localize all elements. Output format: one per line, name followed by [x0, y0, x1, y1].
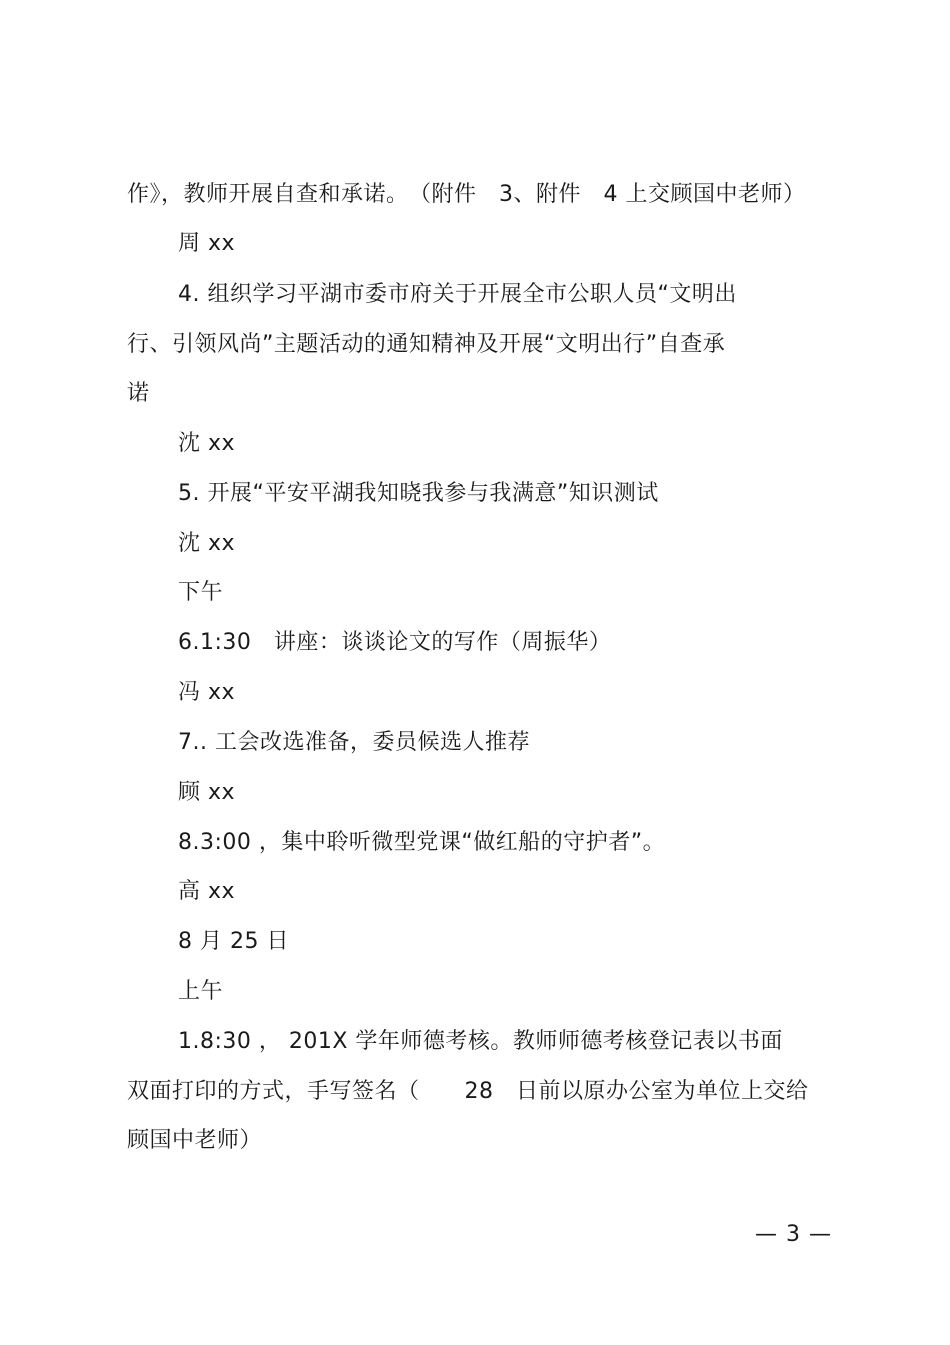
- text-line: 8 月 25 日: [178, 929, 289, 954]
- text-line: 顾 xx: [178, 780, 236, 805]
- text-line: 冯 xx: [178, 680, 236, 705]
- text-line: 8.3:00 ，集中聆听微型党课“做红船的守护者”。: [178, 830, 666, 855]
- text-line: 7.. 工会改选准备，委员候选人推荐: [178, 730, 530, 755]
- text-line: 5. 开展“平安平湖我知晓我参与我满意”知识测试: [178, 481, 659, 506]
- text-line: 作》，教师开展自查和承诺。 （附件 3、附件 4 上交顾国中老师）: [127, 182, 806, 207]
- text-line: 1.8:30 ， 201X 学年师德考核。教师师德考核登记表以书面: [178, 1029, 783, 1054]
- text-line: 顾国中老师）: [127, 1128, 263, 1153]
- text-line: 上午: [178, 979, 224, 1004]
- text-line: 沈 xx: [178, 531, 236, 556]
- text-line: 4. 组织学习平湖市委市府关于开展全市公职人员“文明出: [178, 282, 737, 307]
- page-number: — 3 —: [755, 1222, 832, 1247]
- text-line: 周 xx: [178, 231, 236, 256]
- text-line: 双面打印的方式，手写签名（ 28 日前以原办公室为单位上交给: [127, 1079, 809, 1104]
- text-line: 诺: [127, 381, 150, 406]
- text-line: 沈 xx: [178, 431, 236, 456]
- text-line: 6.1:30 讲座：谈谈论文的写作（周振华）: [178, 630, 612, 655]
- text-line: 下午: [178, 580, 224, 605]
- text-line: 高 xx: [178, 879, 236, 904]
- text-line: 行、引领风尚”主题活动的通知精神及开展“文明出行”自查承: [127, 332, 726, 357]
